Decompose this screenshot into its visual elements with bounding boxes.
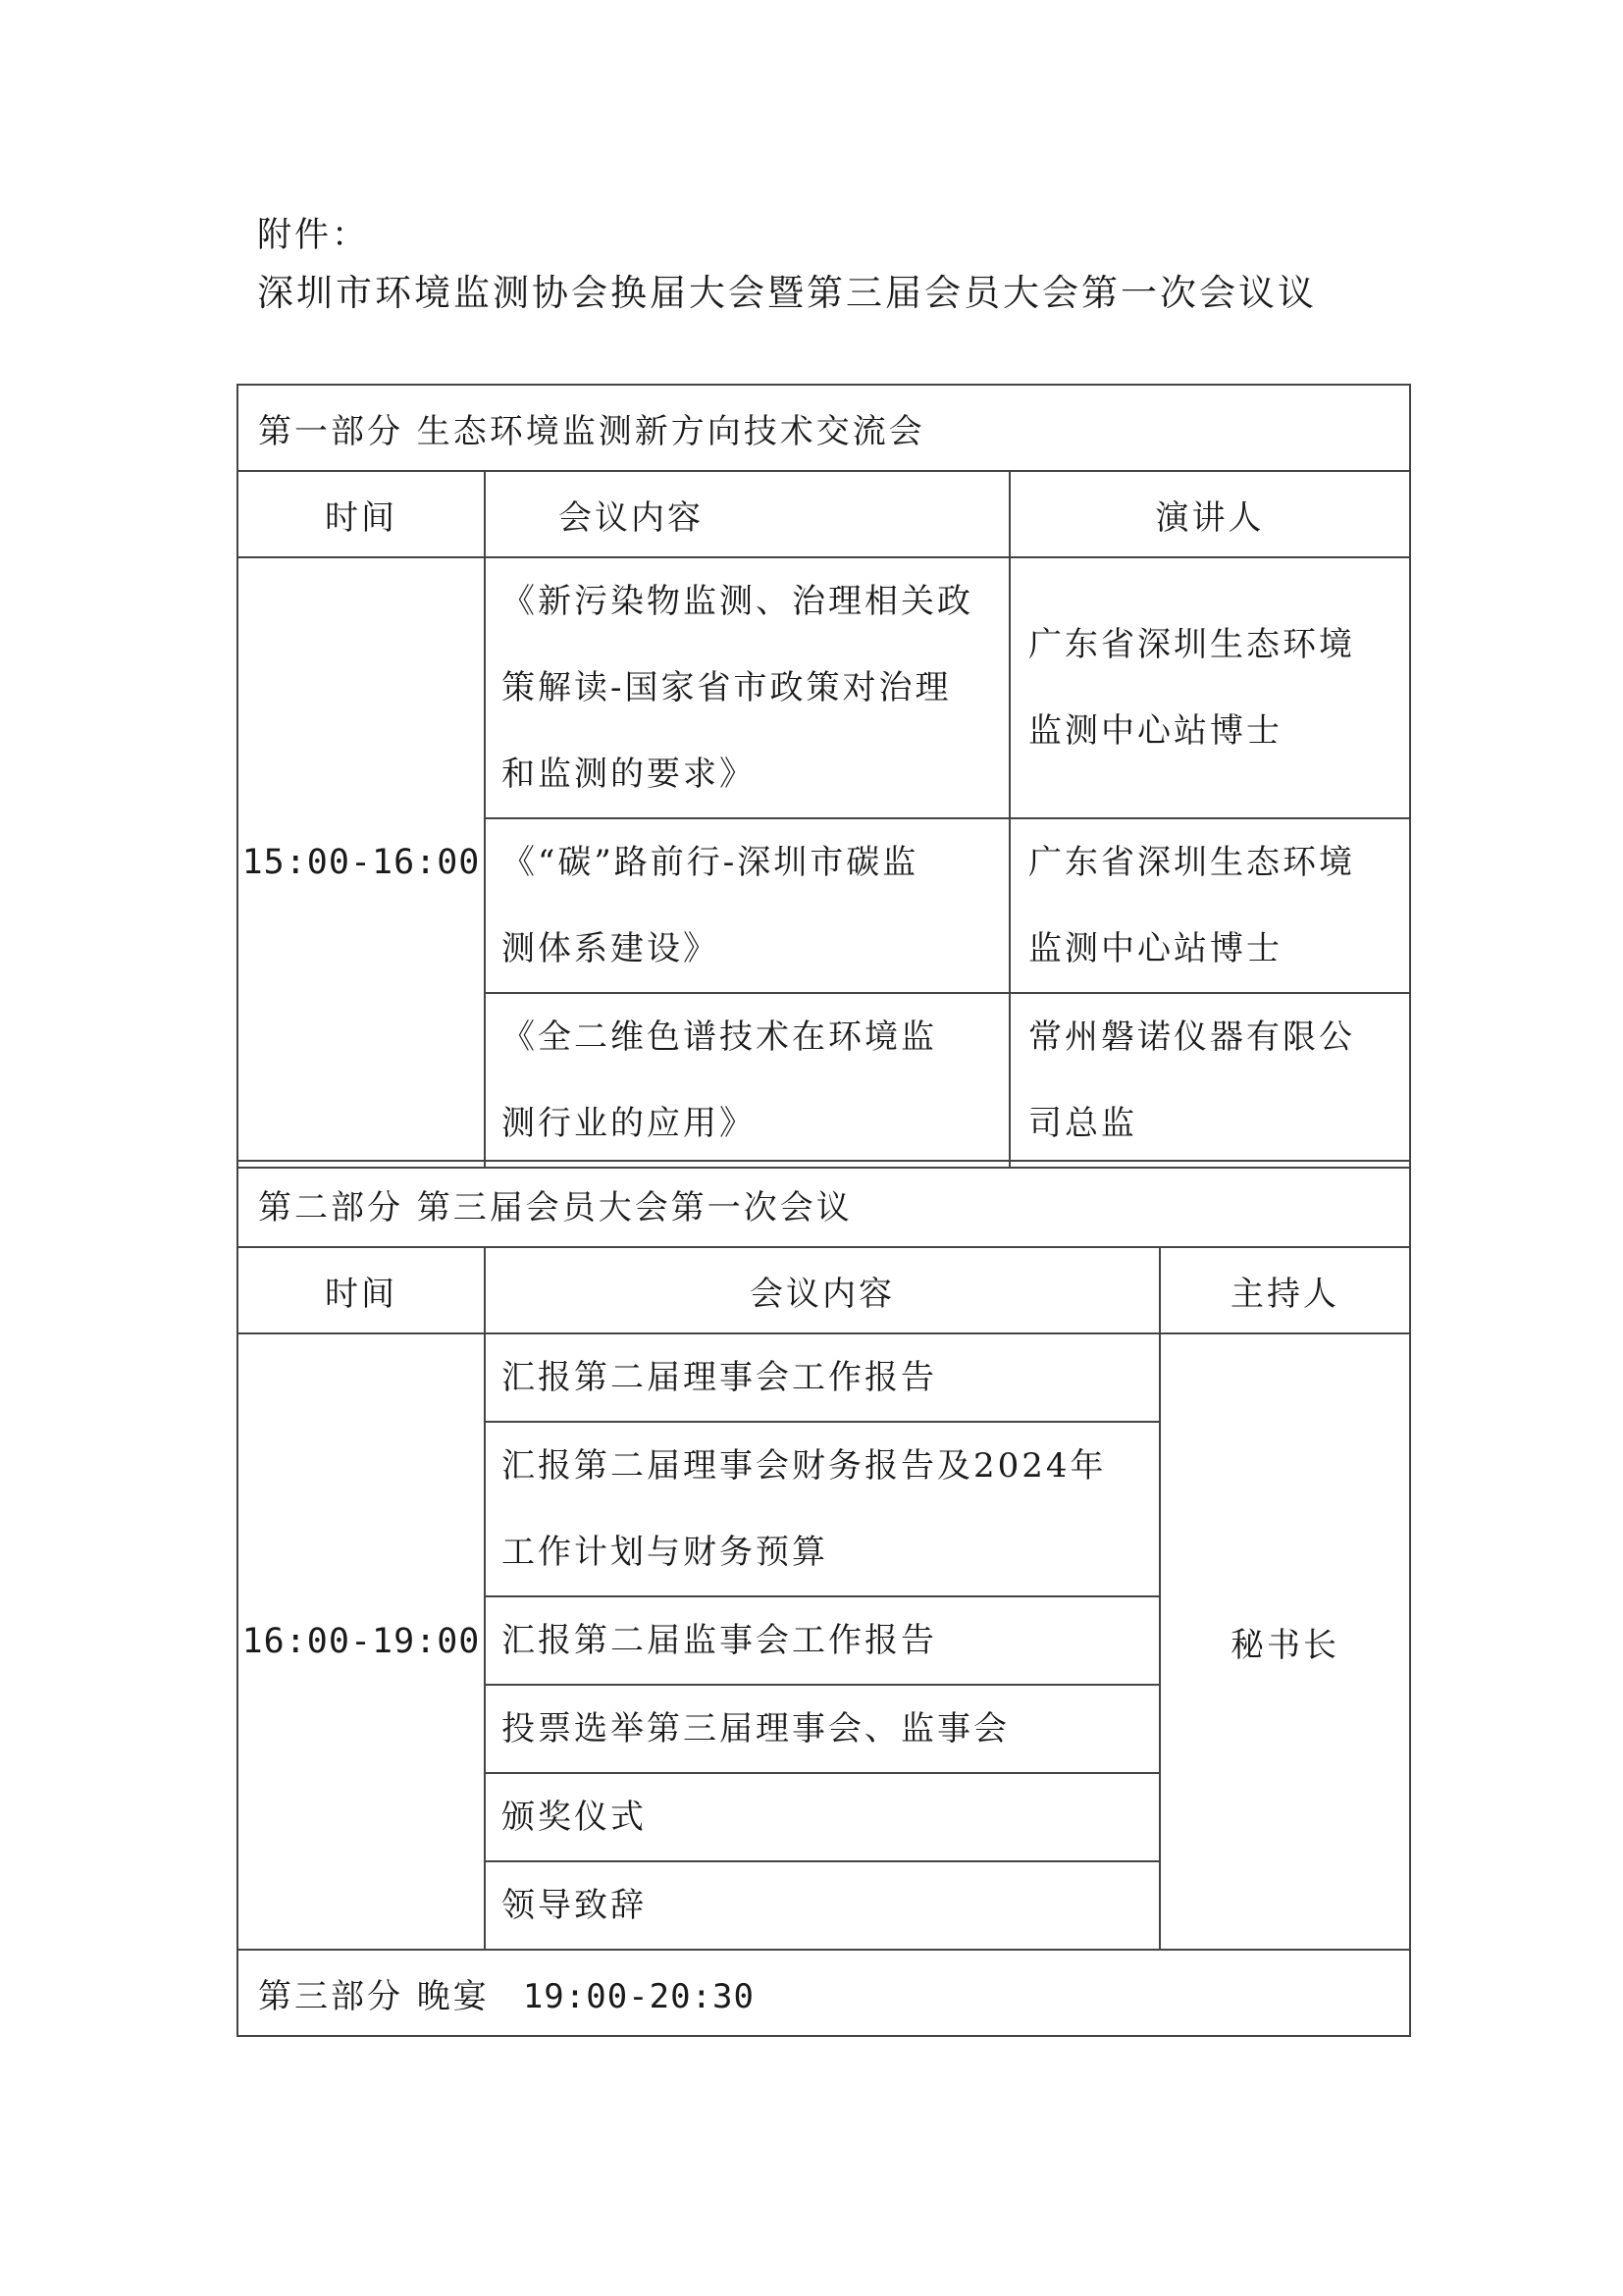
part1-col-content: 会议内容 bbox=[485, 471, 1010, 557]
agenda-item bbox=[485, 1773, 1160, 1861]
part1-talk-3-content bbox=[485, 993, 1010, 1168]
text-line: 广东省深圳生态环境 bbox=[1028, 843, 1355, 882]
agenda-item bbox=[485, 1422, 1160, 1596]
text-line: 汇报第二届理事会财务报告及2024年 bbox=[501, 1446, 1107, 1486]
part1-talk-2-speaker bbox=[1010, 818, 1410, 993]
text-line: 司总监 bbox=[1028, 1104, 1137, 1143]
agenda-item bbox=[485, 1685, 1160, 1773]
text-line: 汇报第二届理事会工作报告 bbox=[501, 1358, 937, 1397]
text-line: 颁奖仪式 bbox=[501, 1798, 647, 1837]
text-line: 监测中心站博士 bbox=[1028, 929, 1283, 968]
part2-heading: 第二部分 第三届会员大会第一次会议 bbox=[237, 1161, 1410, 1247]
text-line: 测体系建设》 bbox=[501, 929, 719, 968]
text-line: 监测中心站博士 bbox=[1028, 711, 1283, 751]
text-line: 广东省深圳生态环境 bbox=[1028, 625, 1355, 664]
part2-table bbox=[236, 1160, 1409, 2037]
text-line: 测行业的应用》 bbox=[501, 1104, 756, 1143]
part1-table bbox=[236, 384, 1409, 1169]
text-line: 常州磐诺仪器有限公 bbox=[1028, 1018, 1355, 1057]
part1-col-speaker: 演讲人 bbox=[1010, 471, 1410, 557]
part1-talk-1-speaker bbox=[1010, 557, 1410, 818]
part1-time: 15:00-16:00 bbox=[237, 557, 485, 1168]
text-line: 《全二维色谱技术在环境监 bbox=[501, 1018, 937, 1057]
part1-talk-1-content bbox=[485, 557, 1010, 818]
part1-heading: 第一部分 生态环境监测新方向技术交流会 bbox=[237, 385, 1410, 471]
text-line: 汇报第二届监事会工作报告 bbox=[501, 1621, 937, 1660]
document-title: 深圳市环境监测协会换届大会暨第三届会员大会第一次会议议 bbox=[257, 272, 1317, 314]
text-line: 工作计划与财务预算 bbox=[501, 1533, 828, 1572]
part2-col-host: 主持人 bbox=[1160, 1247, 1410, 1333]
part1-col-time: 时间 bbox=[237, 471, 485, 557]
part1-talk-3-speaker bbox=[1010, 993, 1410, 1168]
part2-col-time: 时间 bbox=[237, 1247, 485, 1333]
part1-talk-2-content bbox=[485, 818, 1010, 993]
agenda-item bbox=[485, 1333, 1160, 1422]
text-line: 《“碳”路前行-深圳市碳监 bbox=[501, 843, 919, 882]
part3-time: 19:00-20:30 bbox=[522, 1976, 755, 2016]
text-line: 和监测的要求》 bbox=[501, 755, 756, 794]
part2-col-content: 会议内容 bbox=[485, 1247, 1160, 1333]
agenda-item bbox=[485, 1861, 1160, 1950]
text-line: 领导致辞 bbox=[501, 1886, 647, 1925]
part3-row bbox=[237, 1950, 1410, 2036]
text-line: 《新污染物监测、治理相关政 bbox=[501, 582, 973, 621]
agenda-item bbox=[485, 1596, 1160, 1685]
attachment-label: 附件： bbox=[257, 216, 370, 255]
text-line bbox=[501, 1423, 1149, 1509]
text-line: 策解读-国家省市政策对治理 bbox=[501, 668, 952, 707]
part2-host: 秘书长 bbox=[1160, 1333, 1410, 1950]
text-line: 投票选举第三届理事会、监事会 bbox=[501, 1709, 1010, 1748]
part2-time: 16:00-19:00 bbox=[237, 1333, 485, 1950]
part3-label: 第三部分 晚宴 bbox=[258, 1976, 490, 2016]
